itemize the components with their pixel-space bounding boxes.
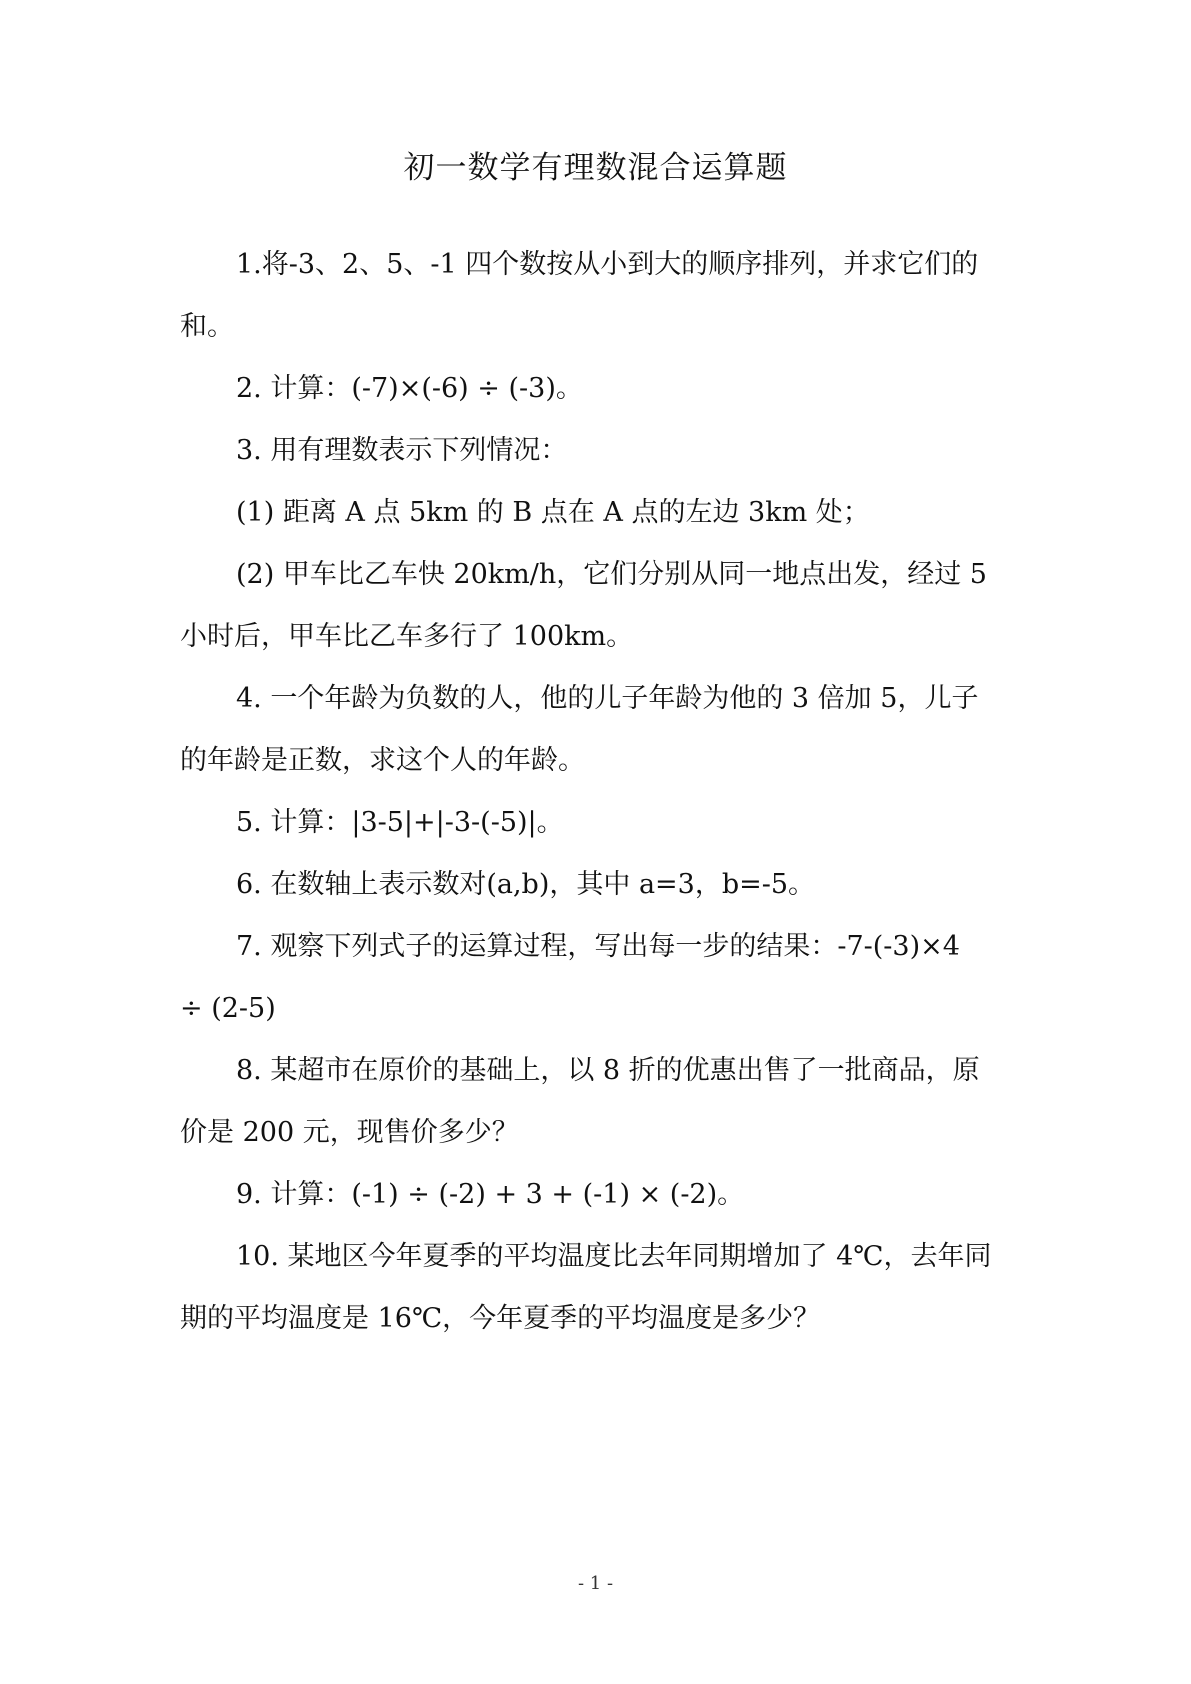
- question-3-part-2-line-2: 小时后，甲车比乙车多行了 100km。: [180, 621, 634, 652]
- question-3: 3. 用有理数表示下列情况：: [236, 435, 568, 466]
- question-2: 2. 计算：(-7)×(-6) ÷ (-3)。: [236, 373, 583, 404]
- page-title: 初一数学有理数混合运算题: [403, 150, 788, 186]
- question-1-line-2: 和。: [180, 311, 234, 342]
- question-7-line-1: 7. 观察下列式子的运算过程，写出每一步的结果：-7-(-3)×4: [236, 931, 960, 962]
- question-3-part-1: (1) 距离 A 点 5km 的 B 点在 A 点的左边 3km 处；: [236, 497, 870, 528]
- question-4-line-2: 的年龄是正数，求这个人的年龄。: [180, 745, 585, 776]
- page-number: - 1 -: [577, 1573, 614, 1594]
- question-8-line-1: 8. 某超市在原价的基础上，以 8 折的优惠出售了一批商品，原: [236, 1055, 980, 1086]
- question-4-line-1: 4. 一个年龄为负数的人，他的儿子年龄为他的 3 倍加 5，儿子: [236, 683, 979, 714]
- question-list: [180, 234, 1020, 1350]
- question-9: 9. 计算：(-1) ÷ (-2) + 3 + (-1) × (-2)。: [236, 1179, 745, 1210]
- question-7-line-2: ÷ (2-5): [180, 993, 276, 1024]
- question-10-line-1: 10. 某地区今年夏季的平均温度比去年同期增加了 4℃，去年同: [236, 1241, 992, 1272]
- question-3-part-2-line-1: (2) 甲车比乙车快 20km/h，它们分别从同一地点出发，经过 5: [236, 559, 987, 590]
- question-6: 6. 在数轴上表示数对(a,b)，其中 a=3，b=-5。: [236, 869, 816, 900]
- question-1-line-1: 1.将-3、2、5、-1 四个数按从小到大的顺序排列，并求它们的: [236, 249, 979, 280]
- question-8-line-2: 价是 200 元，现售价多少？: [180, 1117, 519, 1148]
- question-10-line-2: 期的平均温度是 16℃，今年夏季的平均温度是多少？: [180, 1303, 821, 1334]
- question-5: 5. 计算：|3-5|+|-3-(-5)|。: [236, 807, 564, 838]
